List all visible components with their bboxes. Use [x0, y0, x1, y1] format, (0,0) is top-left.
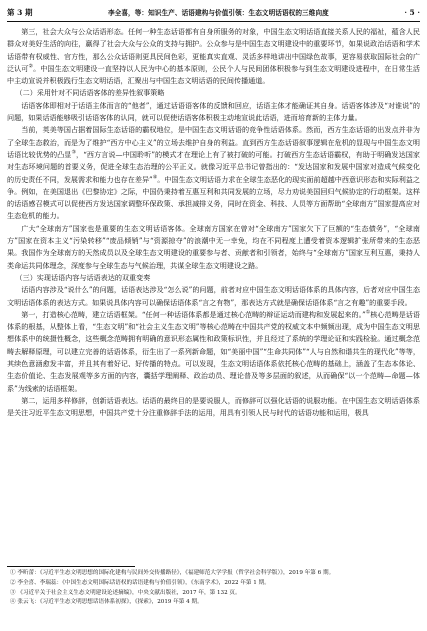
running-title: 李全喜，等：知识生产、话语建构与价值引领：生态文明话语权的三维向度: [107, 9, 329, 17]
footnotes: [10, 569, 420, 608]
footnote-item: ④ 张云飞：《习近平生态文明思想话语体系初探》，《探索》，2019 年第 4 期。: [10, 599, 203, 606]
paragraph-core-categories: 第一，打造核心范畴，建立话语框架。“任何一种话语体系都是通过核心范畴的辩证运动而建构和发展起来的。”①核心范畴是话语体系的根基，从整体上看，“生态文明”和“社会主义生态文明”等核心范畴在中国共产党的权威文本中频频出现，成为中国生态文明思想体系中的统摄性概念，这些概念范畴拥有明确的意识形态属性和政策标识性，并且经过了系统的学理论证和实践检验。通过概念范畴去解释原理，可以建立完善的话语体系，衍生出了一系列新命题，如“美丽中国”“生命共同体”“人与自然和谐共生的现代化”等等，其续色意涵愈发丰富，并且其有着好记、好传播的特点。可以发现，生态文明话语体系依托核心范畴的基础上，涵盖了生态本体论、生态价值论、生态发展观等多方面的内容，囊括学理阐释、政治动员、理论普及等多层面的叙述，从而确保“以一个范畴—命题—体系”为线索的话语框架。: [7, 309, 421, 393]
running-header: [7, 5, 420, 19]
issue-number: 第 3 期: [7, 7, 33, 17]
paragraph-content-and-expression: 话语内容涉及“说什么”的问题，话语表达涉及“怎么说”的问题，前者对应中国生态文明话语体系的具体内容，后者对应中国生态文明话语体系的表达方式。如果说具体内容可以确保话语体系“言之有物”，那表达方式就是确保话语体系“言之有趣”的重要手段。: [7, 285, 420, 307]
section-heading-narrative-strategy: （二）采用针对不同话语客体的差异性叙事策略: [15, 88, 165, 98]
footnote-ref: ②: [28, 63, 34, 70]
footnote-item: ① 李昕蕾：《习近平生态文明思想的国际化建构与民间外交传播路径》，《福建师范大学学报（哲学社会科学版）》，2019 年第 6 期。: [10, 570, 335, 576]
article-body: [7, 26, 420, 420]
paragraph-discourse-object: 话语客体即相对于话语主体而言的“他者”，通过话语语客体的反馈和回应，话语主体才能确证其自身。话语客体涉及“对谁说”的问题，如果话语能够吸引话语客体的认同，就可以促使话语客体积极主动地宣说此话语，进而培育新的主体力量。: [7, 100, 420, 123]
header-rule: [7, 21, 420, 22]
footnote-item: ② 李全喜、李瑞蕊：《中国生态文明国际话语权的话语建构与价值引领》，《东南学术》，2022 年第 1 期。: [10, 579, 270, 586]
footnote-ref: ④: [152, 174, 158, 181]
paragraph-global-south: 广大“全球南方”国家也是重要的生态文明话语客体。全球南方国家在曾对“全球南方”国家欠下了巨额的“生态债务”，“全球南方”国家在资本主义“污染转移”“废品倾销”与“资源掠夺”的浪潮中无一幸免，均在不同程度上遭受着资本逻辑扩张所带来的生态恶果。我国作为全球南方的天然成员以及全球生态文明建设的重要参与者、贡献者和引领者，始终与“全球南方”国家互利互惠，秉持人类命运共同体理念，深度参与全球生态与气候治理，共谋全球生态文明建设之路。: [7, 223, 420, 270]
section-heading-content-expression: （三）实现话语内容与话语表达的双重变奏: [15, 272, 151, 282]
paragraph-rhetoric: 第二，运用多样修辞，创新话语表达。话语的最终目的是要说服人，而修辞可以强化话语的说服功能。在中国生态文明话语体系是关注习近平生态文明思想，中国共产党十分注重修辞手法的运用，用具有引领人民与时代的话语功能和运用，极具: [7, 395, 420, 418]
footnote-ref: ①: [365, 309, 371, 316]
footnote-rule: [7, 566, 135, 567]
page-number: · 5 ·: [404, 7, 420, 17]
footnote-item: ③ 《习近平关于社会主义生态文明建设论述摘编》，中央文献出版社，2017 年，第 132 页。: [10, 589, 241, 596]
paragraph-public-discourse: 第三，社会大众与公众话语形态。任何一种生态话语都有自身所服务的对象，中国生态文明话语直接关系人民的福祉，蕴含人民群众对美好生活的向往，赢得了社会大众与公众的支持与拥护。公众参与是中国生态文明建设中的重要环节，如果说政治话语和学术话语带有权威性、官方性，那么公众话语则更具民间色彩，更能真实直观、灵活多样地讲出中国绿色故事，更容易获取国际社会的广泛认可②。中国生态文明建设一直坚持以人民为中心的基本原则，公民个人与民间团体积极参与到生态文明建设进程中，在日常生活中主动宣说并积极践行生态文明话语，汇聚出与中国生态文明话语的民间传播通道。: [7, 27, 421, 86]
paragraph-western-hegemony: 当前，英美等国占据着国际生态话语的霸权地位，是中国生态文明话语的竞争性话语体系。然而，西方生态话语的出发点并非为了全球生态救治，而是为了维护“西方中心主义”的立场去维护自身的利益。直到西方生态话语叙事逻辑在危机的显现与中国生态文明话语比较优势的凸显③，“西方言说—中国聆听”的模式才在理论上有了被打破的可能。打破西方生态话语霸权，有助于明确发达国家对生态环境问题的首要义务，促进全球生态治理的公平正义。就像习近平总书记曾指出的：“发达国家和发展中国家对造成气候变化的历史责任不同，发展需求和能力也存在差异”④。中国生态文明话语力求在全球生态恶化的现实面前超越中西意识形态和实际利益之争。例如，在美国退出《巴黎协定》之际，中国仍秉持着互惠互利和共同发展的立场，尽力劝说美国回归气候协定的行动框架。这样的话语感召模式可以促使西方发达国家调整环保政策、承担减排义务，同时在资金、科技、人员等方面帮助“全球南方”国家提高应对生态危机的能力。: [7, 125, 421, 221]
footnote-ref: ③: [71, 149, 77, 156]
